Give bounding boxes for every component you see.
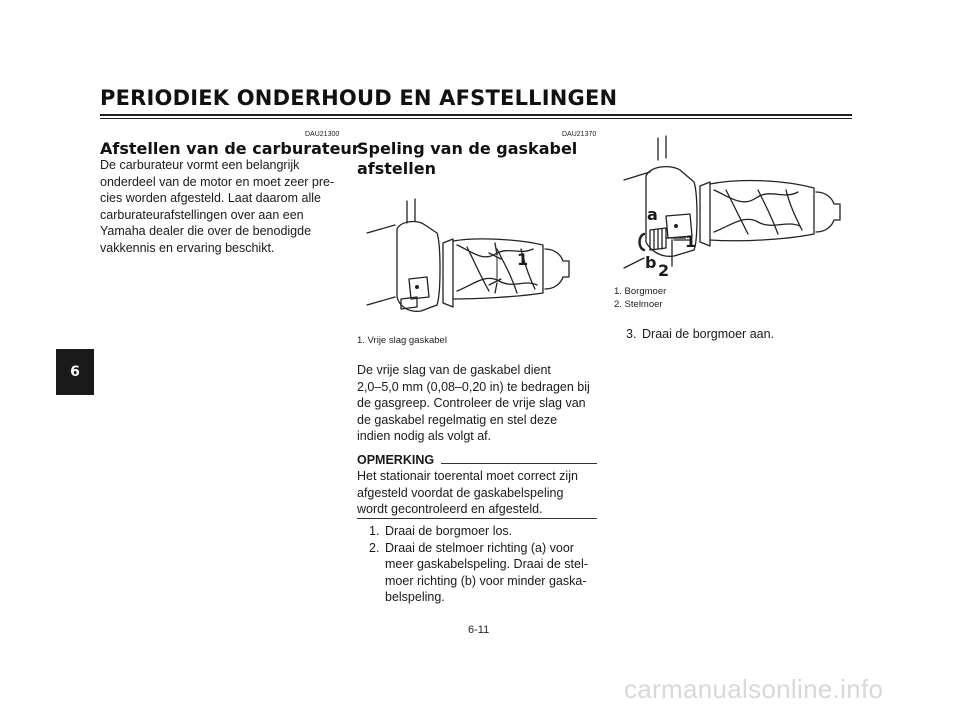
section1-body (100, 157, 340, 256)
caption-line: 2. Stelmoer (614, 299, 663, 310)
step-item (357, 540, 597, 606)
text-line: afgesteld voordat de gaskabelspeling (357, 485, 564, 500)
note-heading-rule (441, 463, 597, 464)
text-line: de gasgreep. Controleer de vrije slag van (357, 396, 586, 410)
throttle-cable-illustration (357, 193, 597, 323)
text-line: cies worden afgesteld. Laat daarom alle (100, 191, 321, 205)
note-heading-label: OPMERKING (357, 453, 435, 467)
section2-heading (357, 139, 577, 179)
text-line: Draai de borgmoer los. (385, 524, 513, 538)
text-line: Yamaha dealer die over de benodigde (100, 224, 312, 238)
figure1-label-1: 1 (517, 250, 529, 269)
figure2-label-2: 2 (658, 261, 670, 280)
figure2-label-b: b (645, 253, 657, 272)
text-line: Draai de stelmoer richting (a) voor (385, 540, 574, 555)
section1-heading: Afstellen van de carburateur (100, 139, 360, 158)
step-3 (614, 326, 854, 343)
note-heading (357, 453, 597, 469)
step-item (614, 326, 854, 343)
text-line: 2,0–5,0 mm (0,08–0,20 in) te bedragen bij (357, 379, 590, 394)
figure1-caption: 1. Vrije slag gaskabel (357, 335, 447, 346)
chapter-tab-label: 6 (70, 364, 80, 380)
section2-body (357, 362, 597, 445)
page-header-title: PERIODIEK ONDERHOUD EN AFSTELLINGEN (100, 86, 618, 110)
note-end-rule (357, 518, 597, 519)
page-number: 6-11 (468, 624, 490, 636)
figure2-caption (614, 285, 666, 311)
text-line: moer richting (b) voor minder gaska- (385, 573, 587, 588)
heading-line: afstellen (357, 159, 436, 178)
heading-line: Speling van de gaskabel (357, 139, 578, 158)
section1-code: DAU21300 (305, 131, 340, 138)
text-line: meer gaskabelspeling. Draai de stel- (385, 557, 588, 571)
step-number: 3. (626, 327, 637, 341)
text-line: belspeling. (385, 590, 445, 604)
text-line: onderdeel van de motor en moet zeer pre- (100, 174, 335, 189)
text-line: De carburateur vormt een belangrijk (100, 158, 300, 172)
text-line: de gaskabel regelmatig en stel deze (357, 412, 558, 427)
header-rule-thin (100, 118, 852, 119)
step-number: 1. (369, 524, 380, 538)
text-line: carburateurafstellingen over aan een (100, 207, 304, 222)
step-item (357, 523, 597, 540)
section2-code: DAU21370 (562, 131, 597, 138)
chapter-tab[interactable] (56, 349, 94, 395)
text-line: indien nodig als volgt af. (357, 429, 492, 443)
text-line: De vrije slag van de gaskabel dient (357, 363, 551, 377)
watermark: carmanualsonline.info (624, 674, 884, 704)
step-number: 2. (369, 540, 380, 555)
text-line: vakkennis en ervaring beschikt. (100, 240, 275, 255)
text-line: wordt gecontroleerd en afgesteld. (357, 502, 543, 516)
figure2-label-1: 1 (685, 232, 697, 251)
header-rule-thick (100, 114, 852, 116)
text-line: Het stationair toerental moet correct zijn (357, 469, 578, 483)
steps-list (357, 523, 597, 606)
caption-line: 1. Borgmoer (614, 286, 667, 297)
figure2-label-a: a (647, 205, 658, 224)
text-line: Draai de borgmoer aan. (642, 327, 775, 341)
note-body (357, 468, 597, 518)
